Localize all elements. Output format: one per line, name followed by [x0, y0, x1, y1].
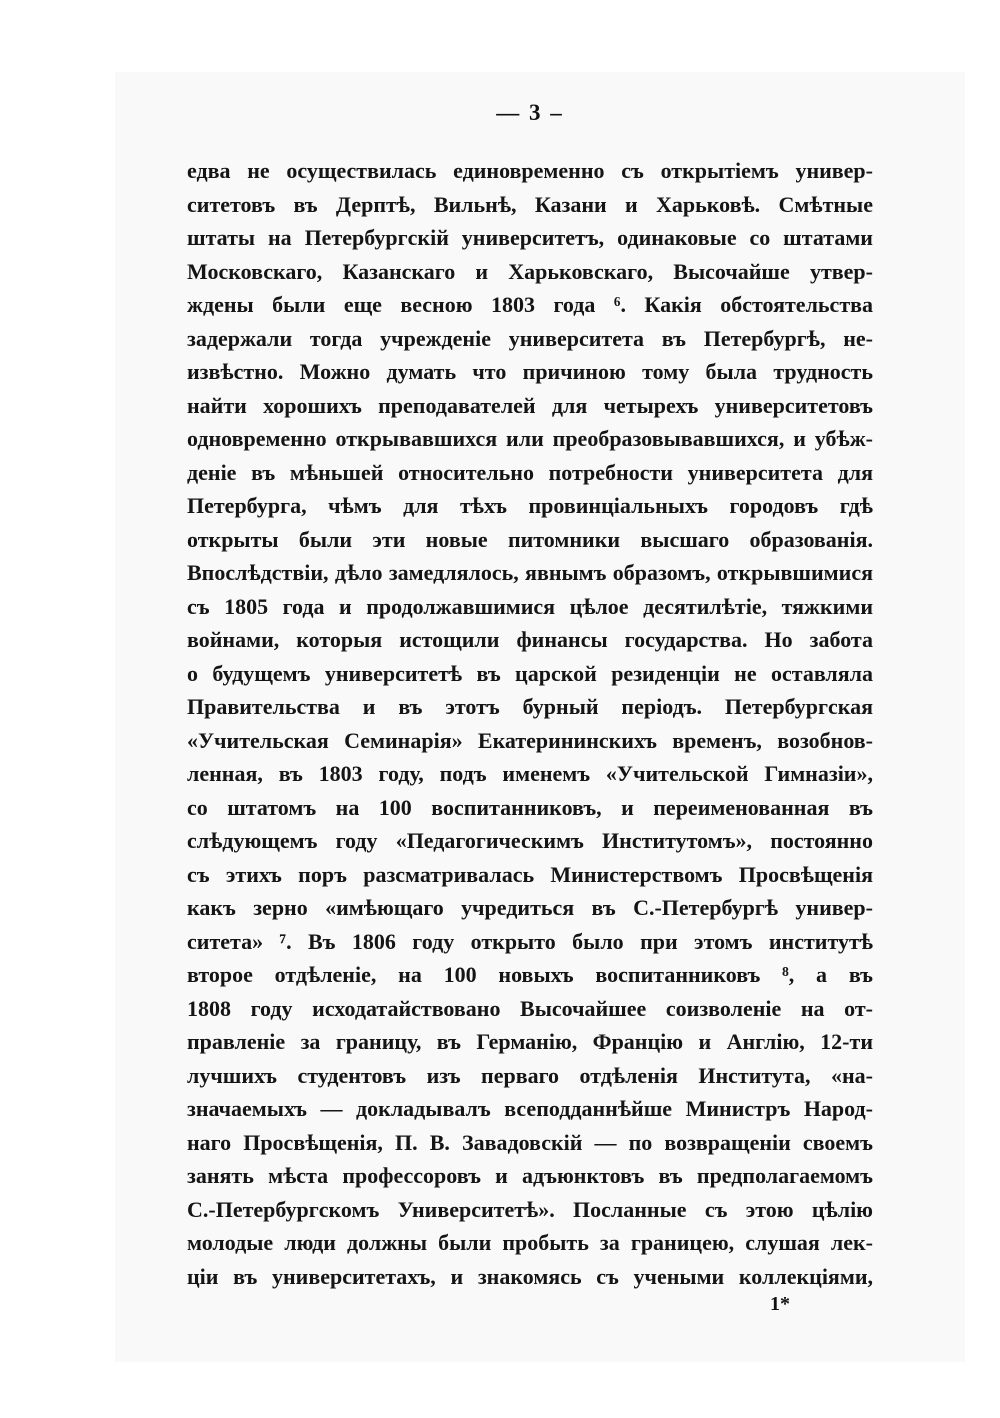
text-line: о будущемъ университетѣ въ царской резиденціи не оставляла — [187, 660, 873, 686]
text-line: ждены были еще весною 1803 года ⁶. Какія обстоятельства — [187, 292, 873, 317]
body-text — [187, 154, 873, 1293]
text-line: «Учительская Семинарія» Екатерининскихъ временъ, возобнов- — [187, 727, 873, 753]
text-line: задержали тогда учрежденіе университета въ Петербургѣ, не- — [187, 325, 873, 351]
text-line: лучшихъ студентовъ изъ перваго отдѣленія Института, «на- — [187, 1062, 873, 1088]
text-line: съ 1805 года и продолжавшимися цѣлое десятилѣтіе, тяжкими — [187, 593, 873, 619]
text-line: войнами, которыя истощили финансы государства. Но забота — [187, 627, 873, 652]
text-line: ситетовъ въ Дерптѣ, Вильнѣ, Казани и Харьковѣ. Смѣтные — [187, 191, 873, 217]
text-line: деніе въ мѣньшей относительно потребности университета для — [187, 459, 873, 485]
text-line: ціи въ университетахъ, и знакомясь съ учеными коллекціями, — [187, 1263, 873, 1289]
text-line: молодые люди должны были пробыть за границею, слушая лек- — [187, 1230, 873, 1255]
text-line: наго Просвѣщенія, П. В. Завадовскій — по возвращеніи своемъ — [187, 1129, 873, 1155]
printer-signature-mark: 1* — [770, 1293, 790, 1315]
text-line: С.-Петербургскомъ Университетѣ». Посланные съ этою цѣлію — [187, 1196, 873, 1222]
text-line: 1808 году исходатайствовано Высочайшее соизволеніе на от- — [187, 995, 873, 1021]
text-line: штаты на Петербургскій университетъ, одинаковые со штатами — [187, 225, 873, 250]
text-line: съ этихъ поръ разсматривалась Министерствомъ Просвѣщенія — [187, 861, 873, 887]
text-line: правленіе за границу, въ Германію, Францію и Англію, 12-ти — [187, 1029, 873, 1054]
text-line: слѣдующемъ году «Педагогическимъ Институтомъ», постоянно — [187, 828, 873, 853]
text-line: Впослѣдствіи, дѣло замедлялось, явнымъ образомъ, открывшимися — [187, 560, 873, 585]
text-line: ситета» ⁷. Въ 1806 году открыто было при этомъ институтѣ — [187, 928, 873, 954]
page-number-header: — 3 – — [496, 100, 564, 125]
text-line: Петербурга, чѣмъ для тѣхъ провинціальныхъ городовъ гдѣ — [187, 493, 873, 518]
text-line: едва не осуществилась единовременно съ открытіемъ универ- — [187, 158, 873, 183]
text-line: найти хорошихъ преподавателей для четырехъ университетовъ — [187, 392, 873, 418]
text-line: одновременно открывавшихся или преобразовывавшихся, и убѣж- — [187, 426, 873, 451]
text-line: Правительства и въ этотъ бурный періодъ. Петербургская — [187, 694, 873, 719]
text-line: ленная, въ 1803 году, подъ именемъ «Учительской Гимназіи», — [187, 761, 873, 786]
text-line: извѣстно. Можно думать что причиною тому была трудность — [187, 359, 873, 384]
text-line: открыты были эти новые питомники высшаго образованія. — [187, 526, 873, 552]
text-line: Московскаго, Казанскаго и Харьковскаго, Высочайше утвер- — [187, 258, 873, 284]
text-line: занять мѣста профессоровъ и адъюнктовъ въ предполагаемомъ — [187, 1163, 873, 1188]
text-line: со штатомъ на 100 воспитанниковъ, и переименованная въ — [187, 794, 873, 820]
text-line: значаемыхъ — докладывалъ всеподданнѣйше Министръ Народ- — [187, 1096, 873, 1121]
text-line: второе отдѣленіе, на 100 новыхъ воспитанниковъ ⁸, а въ — [187, 962, 873, 987]
text-line: какъ зерно «имѣющаго учредиться въ С.-Петербургѣ универ- — [187, 895, 873, 920]
